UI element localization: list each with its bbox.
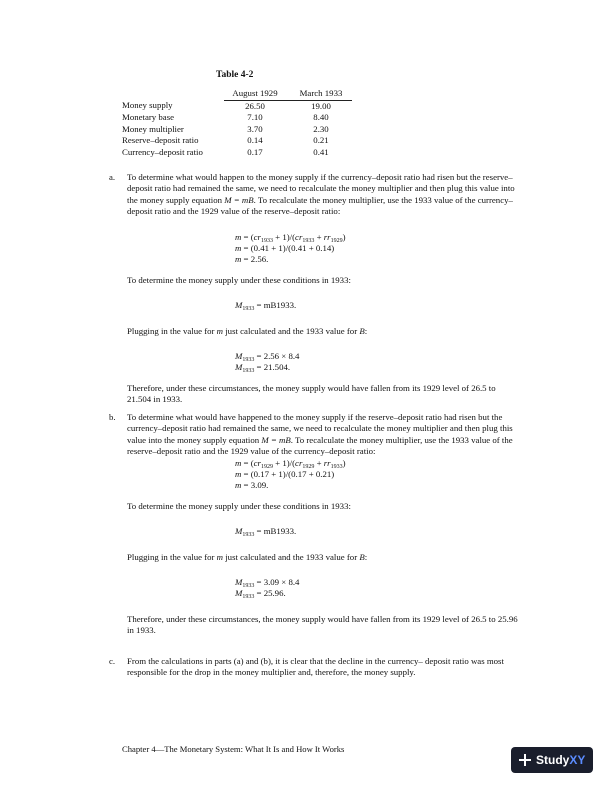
paragraph: To determine the money supply under these conditions in 1933: [127, 500, 351, 511]
equation: m = (0.17 + 1)/(0.17 + 0.21) [235, 469, 335, 480]
table-row [122, 147, 352, 159]
cell-aug1929: 26.50 [245, 100, 265, 111]
equation: m = 2.56. [235, 254, 269, 265]
row-label: Money multiplier [122, 123, 184, 134]
equation: $M_{1933} = 25.96$. [235, 588, 286, 601]
row-label: Monetary base [122, 112, 175, 123]
equation: $M_{1933} = mB1933$. [235, 526, 297, 539]
table-title: Table 4-2 [216, 70, 254, 80]
answer-part-a [109, 172, 519, 406]
equation: $M_{1933} = 21.504$. [235, 362, 291, 375]
paragraph: Therefore, under these circumstances, the money supply would have fallen from its 1929 level of 26.5 to 21.504 in 1933. [127, 382, 496, 405]
equation: $M_{1933} = 3.09 \times 8.4$ [235, 577, 300, 590]
paragraph: From the calculations in parts (a) and (b), it is clear that the decline in the currency– deposit ratio was most responsible for the drop in the money multiplier and, therefore, the money supply. [127, 656, 504, 678]
row-label: Currency–deposit ratio [122, 146, 203, 157]
plus-icon [519, 754, 531, 766]
part-marker: b. [109, 412, 116, 422]
cell-mar1933: 19.00 [311, 100, 331, 111]
paragraph: To determine the money supply under these conditions in 1933: [127, 274, 351, 285]
equation: m = (0.41 + 1)/(0.41 + 0.14) [235, 243, 335, 254]
answer-part-b [109, 412, 519, 637]
cell-aug1929: 7.10 [247, 112, 263, 123]
equation: $M_{1933} = 2.56 \times 8.4$ [235, 351, 300, 364]
equation: $m = (cr_{1933} + 1)/(cr_{1933} + rr_{1929})$ [235, 231, 346, 244]
table-row [122, 112, 352, 124]
paragraph: Plugging in the value for m just calculated and the 1933 value for B: [127, 325, 368, 336]
row-label: Money supply [122, 100, 173, 111]
answer-part-c [109, 656, 519, 679]
page-footer: Chapter 4—The Monetary System: What It Is and How It Works [122, 744, 345, 754]
part-marker: c. [109, 656, 116, 666]
cell-mar1933: 2.30 [313, 123, 329, 134]
cell-aug1929: 3.70 [247, 123, 263, 134]
table-header-aug-1929: August 1929 [224, 88, 286, 100]
table-row [122, 100, 352, 112]
cell-aug1929: 0.14 [247, 135, 263, 146]
equation: $m = (cr_{1929} + 1)/(cr_{1929} + rr_{1933})$ [235, 457, 346, 470]
row-label: Reserve–deposit ratio [122, 135, 199, 146]
studyxy-badge[interactable] [511, 747, 593, 773]
cell-mar1933: 0.21 [313, 135, 329, 146]
cell-mar1933: 8.40 [313, 112, 329, 123]
paragraph: Therefore, under these circumstances, the money supply would have fallen from its 1929 level of 26.5 to 25.96 in 1933. [127, 613, 518, 636]
table-4-2 [122, 88, 352, 159]
table-row [122, 124, 352, 136]
paragraph: To determine what would have happened to the money supply if the reserve–deposit ratio had risen but the currency–deposit ratio had remained the same, we need to recalculate the money multiplier and then plug this value into the money supply equation M = mB. To recalculate the money multiplier, use the 1933 value of the reserve–deposit ratio and the 1929 value of the currency–deposit ratio: [127, 412, 513, 457]
equation: m = 3.09. [235, 480, 269, 491]
paragraph: To determine what would happen to the money supply if the currency–deposit ratio had risen but the reserve–deposit ratio had remained the same, we need to recalculate the money multiplier and then plug this value into the money supply equation M = mB. To recalculate the money multiplier, use the 1933 value of the currency–deposit ratio and the 1929 value of the reserve–deposit ratio: [127, 172, 515, 217]
part-marker: a. [109, 172, 116, 182]
table-header-blank [122, 88, 224, 100]
table-header-mar-1933: March 1933 [286, 88, 352, 100]
table-row [122, 135, 352, 147]
brand-name-part1: Study [536, 753, 570, 767]
paragraph: Plugging in the value for m just calculated and the 1933 value for B: [127, 551, 368, 562]
cell-aug1929: 0.17 [247, 146, 263, 157]
cell-mar1933: 0.41 [313, 146, 329, 157]
brand-name-part2: XY [569, 753, 586, 767]
equation: $M_{1933} = mB1933$. [235, 300, 297, 313]
